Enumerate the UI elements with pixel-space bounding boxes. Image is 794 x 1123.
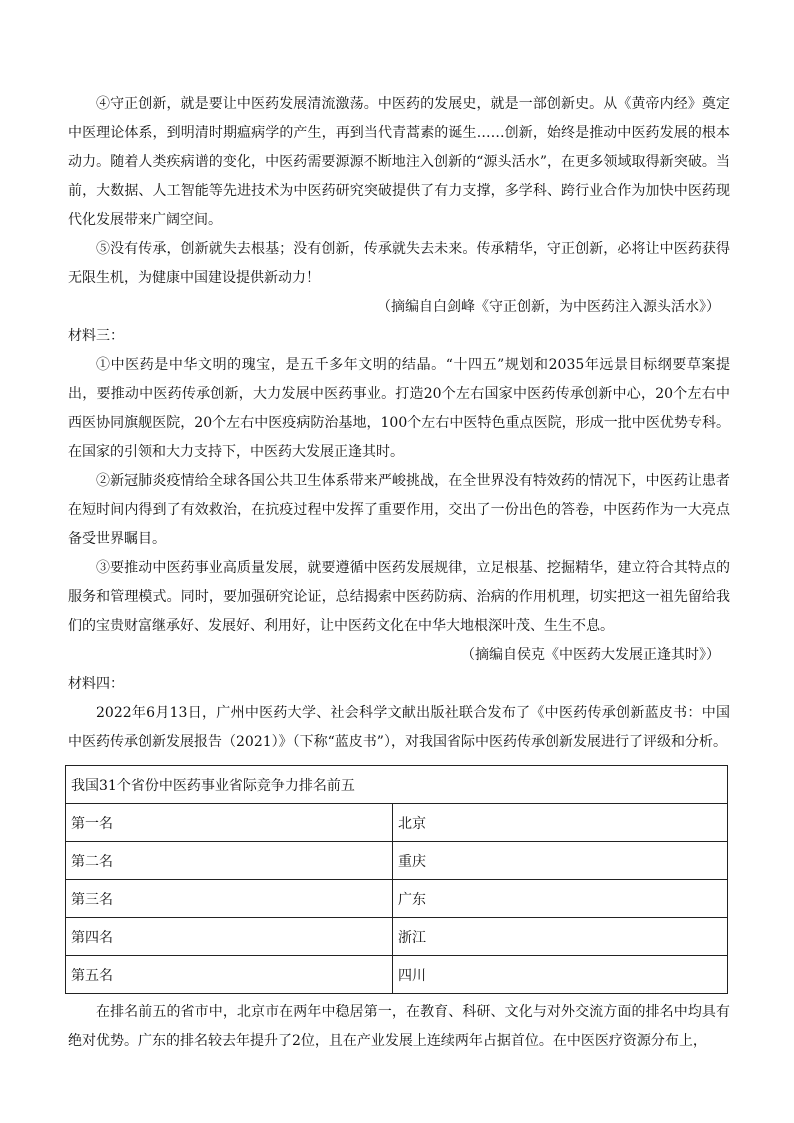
paragraph-4: ④守正创新，就是要让中医药发展清流激荡。中医药的发展史，就是一部创新史。从《黄帝内经》奠定中医理论体系，到明清时期瘟病学的产生，再到当代青蒿素的诞生……创新，始终是推动中医药发展的根本动力。随着人类疾病谱的变化，中医药需要源源不断地注入创新的“源头活水”，在更多领域取得新突破。当前，大数据、人工智能等先进技术为中医药研究突破提供了有力支撑，多学科、跨行业合作为加快中医药现代化发展带来广阔空间。 (68, 96, 730, 228)
province-cell: 浙江 (393, 918, 728, 956)
table-caption: 我国31个省份中医药事业省际竞争力排名前五 (66, 766, 728, 804)
table-row (66, 880, 728, 918)
source-citation-material2: （摘编自白剑峰《守正创新，为中医药注入源头活水》） (377, 299, 720, 315)
rank-cell: 第二名 (66, 842, 393, 880)
rank-cell: 第五名 (66, 956, 393, 994)
material3-paragraph-3: ③要推动中医药事业高质量发展，就要遵循中医药发展规律，立足根基、挖掘精华，建立符合其特点的服务和管理模式。同时，要加强研究论证，总结揭索中医药防病、治病的作用机理，切实把这一祖先留给我们的宝贵财富继承好、发展好、利用好，让中医药文化在中华大地根深叶茂、生生不息。 (68, 560, 730, 634)
paragraph-5: ⑤没有传承，创新就失去根基；没有创新，传承就失去未来。传承精华，守正创新，必将让中医药获得无限生机，为健康中国建设提供新动力！ (68, 241, 730, 286)
table-row (66, 842, 728, 880)
table-row (66, 804, 728, 842)
material4-heading: 材料四： (68, 676, 124, 692)
rank-cell: 第三名 (66, 880, 393, 918)
table-row (66, 918, 728, 956)
material3-heading: 材料三： (68, 328, 124, 344)
material3-paragraph-2: ②新冠肺炎疫情给全球各国公共卫生体系带来严峻挑战，在全世界没有特效药的情况下，中医药让患者在短时间内得到了有效救治，在抗疫过程中发挥了重要作用，交出了一份出色的答卷，中医药作为一大亮点备受世界瞩目。 (68, 473, 730, 547)
rank-cell: 第四名 (66, 918, 393, 956)
ranking-table (65, 765, 728, 994)
material3-paragraph-1: ①中医药是中华文明的瑰宝，是五千多年文明的结晶。“十四五”规划和2035年远景目标纲要草案提出，要推动中医药传承创新，大力发展中医药事业。打造20个左右国家中医药传承创新中心，20个左右中西医协同旗舰医院，20个左右中医疫病防治基地，100个左右中医特色重点医院，形成一批中医优势专科。在国家的引领和大力支持下，中医药大发展正逢其时。 (68, 357, 730, 460)
material4-intro: 2022年6月13日，广州中医药大学、社会科学文献出版社联合发布了《中医药传承创新蓝皮书：中国中医药传承创新发展报告（2021）》（下称“蓝皮书”），对我国省际中医药传承创新发展进行了评级和分析。 (68, 705, 730, 750)
table-caption-row (66, 766, 728, 804)
source-citation-material3: （摘编自侯克《中医药大发展正逢其时》） (461, 647, 720, 663)
table-row (66, 956, 728, 994)
province-cell: 重庆 (393, 842, 728, 880)
document-page (68, 90, 730, 1056)
material4-analysis: 在排名前五的省市中，北京市在两年中稳居第一，在教育、科研、文化与对外交流方面的排名中均具有绝对优势。广东的排名较去年提升了2位，且在产业发展上连续两年占据首位。在中医医疗资源分布上， (68, 1004, 730, 1049)
province-cell: 广东 (393, 880, 728, 918)
province-cell: 四川 (393, 956, 728, 994)
rank-cell: 第一名 (66, 804, 393, 842)
province-cell: 北京 (393, 804, 728, 842)
